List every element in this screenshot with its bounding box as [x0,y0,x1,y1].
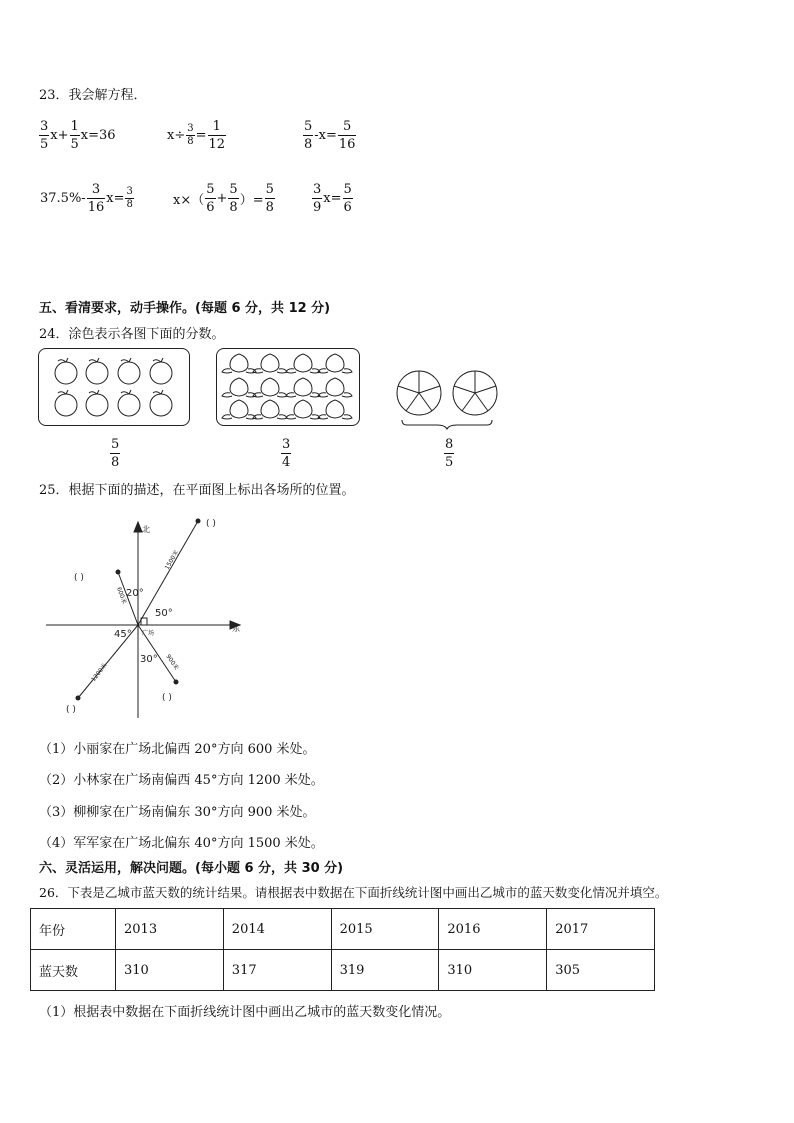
circles-drawing [392,362,502,432]
fraction: $\frac{5}{16}$ [338,119,356,152]
section-6-heading: 六、灵活运用，解决问题。(每小题 6 分，共 30 分) [39,861,344,876]
angle-30: 30° [140,654,158,665]
q25-item-3: （3）柳柳家在广场南偏东 30°方向 900 米处。 [39,805,316,820]
point-nw [116,570,121,575]
apple-icon [150,358,172,384]
apple-icon [86,358,108,384]
equation-3: $\frac{5}{8}$ -x= $\frac{5}{16}$ [304,119,356,152]
table-cell: 305 [547,950,655,991]
fraction: $\frac{3}{8}$ [126,186,133,210]
q26-sub-1: （1）根据表中数据在下面折线统计图中画出乙城市的蓝天数变化情况。 [39,1005,451,1020]
q24-title: 24．涂色表示各图下面的分数。 [39,327,225,342]
point-se [174,680,179,685]
north-arrow-icon [134,522,142,532]
peaches-box [216,348,360,426]
peach-icon [286,354,320,373]
q25-title: 25．根据下面的描述，在平面图上标出各场所的位置。 [39,483,355,498]
angle-50: 50° [155,608,173,619]
peaches-fraction: $\frac{3}{4}$ [282,437,291,470]
pie-circle-left [397,371,441,415]
distance-1200: 1200米 [90,662,109,684]
table-cell: 310 [116,950,224,991]
table-cell: 蓝天数 [31,950,116,991]
equation-4: 37.5%- $\frac{3}{16}$ x= $\frac{3}{8}$ [40,182,133,215]
fraction: $\frac{3}{9}$ [313,182,322,215]
pie-circle-right [453,371,497,415]
table-cell: 2014 [223,909,331,950]
center-label: 广场 [142,630,155,637]
peach-icon [318,354,352,373]
circles-fraction: $\frac{8}{5}$ [445,437,454,470]
table-cell: 2013 [116,909,224,950]
point-sw [76,696,81,701]
equation-1: $\frac{3}{5}$ x+ $\frac{1}{5}$ x=36 [40,119,116,152]
q23-title: 23．我会解方程． [39,88,147,103]
equation-5: x×（ $\frac{5}{6}$ + $\frac{5}{8}$ ）= $\frac{5}{8}$ [173,182,274,215]
peach-icon [253,354,287,373]
peach-icon [286,400,320,419]
q25-item-2: （2）小林家在广场南偏西 45°方向 1200 米处。 [39,773,324,788]
equation-2: x÷ $\frac{3}{8}$ = $\frac{1}{12}$ [167,119,226,152]
apple-icon [118,390,140,416]
distance-600: 600米 [115,586,128,606]
table-cell: 310 [439,950,547,991]
q26-title: 26．下表是乙城市蓝天数的统计结果。请根据表中数据在下面折线统计图中画出乙城市的蓝天数变化情况并填空。 [39,885,668,900]
north-label: 北 [142,525,150,534]
distance-900: 900米 [164,653,180,672]
table-cell: 2015 [331,909,439,950]
peach-icon [286,378,320,397]
q25-item-1: （1）小丽家在广场北偏西 20°方向 600 米处。 [39,742,316,757]
fraction: $\frac{5}{8}$ [265,182,274,215]
fraction: $\frac{3}{5}$ [40,119,49,152]
fraction: $\frac{3}{8}$ [187,123,194,147]
blank-sw: ( ) [66,705,76,715]
table-row [31,909,655,950]
peach-icon [253,400,287,419]
peach-icon [222,378,256,397]
blank-nw: ( ) [74,573,84,583]
apple-icon [55,390,77,416]
q25-item-4: （4）军军家在广场北偏东 40°方向 1500 米处。 [39,836,324,851]
brace [402,420,492,429]
blue-sky-table [30,908,655,991]
fraction: $\frac{5}{6}$ [206,182,215,215]
angle-45: 45° [114,629,132,640]
peach-icon [318,378,352,397]
fraction: $\frac{3}{16}$ [87,182,105,215]
apples-fraction: $\frac{5}{8}$ [111,437,120,470]
peaches-drawing [217,349,359,425]
blank-se: ( ) [162,693,172,703]
peach-icon [222,354,256,373]
peach-icon [222,400,256,419]
east-label: 东 [232,624,240,633]
fraction: $\frac{5}{6}$ [343,182,352,215]
angle-20: 20° [126,588,144,599]
point-ne [196,519,201,524]
blank-ne: ( ) [206,519,216,529]
direction-map [38,510,258,722]
peach-icon [253,378,287,397]
fraction: $\frac{1}{12}$ [208,119,226,152]
table-cell: 317 [223,950,331,991]
apple-icon [86,390,108,416]
apple-icon [55,358,77,384]
table-row [31,950,655,991]
fraction: $\frac{1}{5}$ [70,119,79,152]
peach-icon [318,400,352,419]
apple-icon [150,390,172,416]
apples-box [38,348,190,426]
distance-1500: 1500米 [163,549,181,571]
table-cell: 319 [331,950,439,991]
table-cell: 2016 [439,909,547,950]
apples-drawing [39,349,189,425]
fraction: $\frac{5}{8}$ [229,182,238,215]
equation-6: $\frac{3}{9}$ x= $\frac{5}{6}$ [313,182,352,215]
section-5-heading: 五、看清要求，动手操作。(每题 6 分，共 12 分) [39,301,331,316]
fraction: $\frac{5}{8}$ [304,119,313,152]
table-cell: 年份 [31,909,116,950]
apple-icon [118,358,140,384]
table-cell: 2017 [547,909,655,950]
